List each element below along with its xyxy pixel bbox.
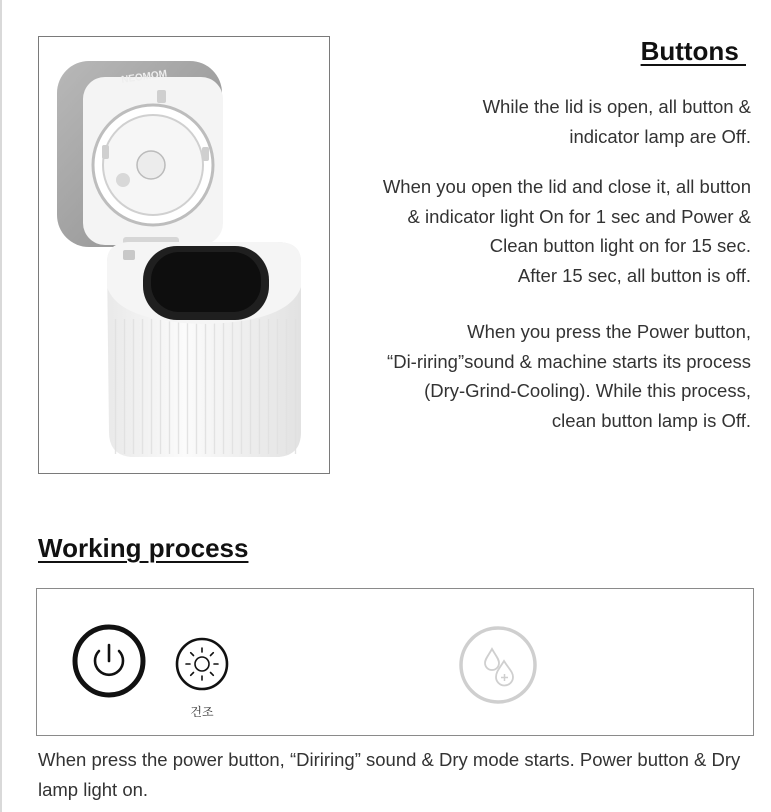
text-line: While the lid is open, all button & (482, 96, 751, 117)
buttons-paragraph-lid-open (331, 92, 751, 151)
dry-label: 건조 (190, 705, 214, 719)
control-panel-illustration (36, 588, 754, 736)
open-lid (57, 61, 223, 251)
working-process-title: Working process (38, 533, 249, 563)
text-line: indicator lamp are Off. (569, 125, 751, 147)
text-line: Clean button light on for 15 sec. (489, 235, 751, 256)
working-process-caption: When press the power button, “Diriring” sound & Dry mode starts. Power button & Dry lamp light on. (38, 749, 741, 800)
product-photo-frame (38, 36, 330, 474)
sun-icon (175, 637, 229, 691)
machine-body (107, 242, 301, 457)
water-drops-icon (458, 625, 538, 705)
left-border-rule (0, 0, 2, 812)
text-line: clean button lamp is Off. (551, 409, 751, 431)
buttons-paragraph-lid-close (331, 172, 751, 290)
text-line: When you press the Power button, (467, 321, 751, 342)
text-line: “Di-riring”sound & machine starts its process (387, 350, 751, 372)
text-line: After 15 sec, all button is off. (517, 264, 751, 286)
text-line: & indicator light On for 1 sec and Power & (407, 205, 751, 227)
buttons-paragraph-power-press (331, 317, 751, 435)
text-line: When you open the lid and close it, all button (382, 176, 751, 197)
power-icon (71, 623, 147, 699)
text-line: (Dry-Grind-Cooling). While this process, (424, 380, 751, 401)
product-photo (39, 37, 330, 474)
brand-logo: NEOMOM (120, 68, 168, 86)
buttons-section-title: Buttons (640, 36, 746, 66)
